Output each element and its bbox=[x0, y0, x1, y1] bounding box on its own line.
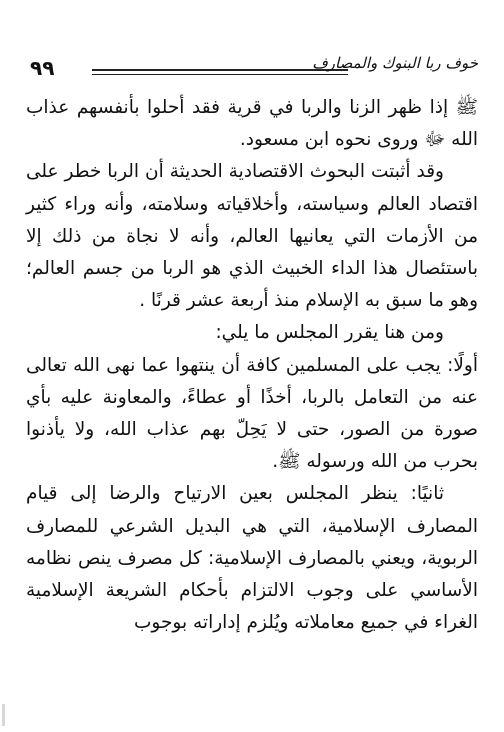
running-title: خوف ربا البنوك والمصارف bbox=[312, 54, 478, 72]
page-number: ٩٩ bbox=[30, 56, 55, 80]
paragraph-first-resolution: أولًا: يجب على المسلمين كافة أن ينتهوا عما نهى الله تعالى عنه من التعامل بالربا، أخذًا أو عطاءً، والمعاونة عليه بأي صورة من الصور، حتى لا يَحِلّ بهم عذاب الله، ولا يأذنوا بحرب من الله ورسوله ﷺ. bbox=[26, 354, 478, 473]
paragraph-second-resolution: ثانيًا: ينظر المجلس بعين الارتياح والرضا إلى قيام المصارف الإسلامية، التي هي البديل الشرعي للمصارف الربوية، ويعني بالمصارف الإسلامية: كل مصرف ينص نظامه الأساسي على وجوب الالتزام بأحكام الشريعة الإسلامية الغراء في جميع معاملاته ويُلزم إداراته بوجوب bbox=[26, 483, 478, 634]
paragraph-economic-research: وقد أثبتت البحوث الاقتصادية الحديثة أن الربا خطر على اقتصاد العالم وسياسته، وأخلاقياته وسلامته، وأنه وراء كثير من الأزمات التي يعانيها العالم، وأنه لا نجاة من ذلك إلا باستئصال هذا الداء الخبيث الذي هو الربا من جسم العالم؛ وهو ما سبق به الإسلام منذ أربعة عشر قرنًا . bbox=[26, 161, 478, 312]
body-text bbox=[26, 92, 478, 639]
page-header bbox=[26, 54, 478, 84]
header-rule bbox=[92, 69, 348, 75]
paragraph-hadith: ﷺ إذا ظهر الزنا والربا في قرية فقد أحلوا بأنفسهم عذاب الله ﷻ وروى نحوه ابن مسعود. bbox=[26, 97, 478, 151]
paragraph-council-decision-intro: ومن هنا يقرر المجلس ما يلي: bbox=[215, 322, 444, 344]
scan-edge-mark bbox=[2, 704, 5, 726]
